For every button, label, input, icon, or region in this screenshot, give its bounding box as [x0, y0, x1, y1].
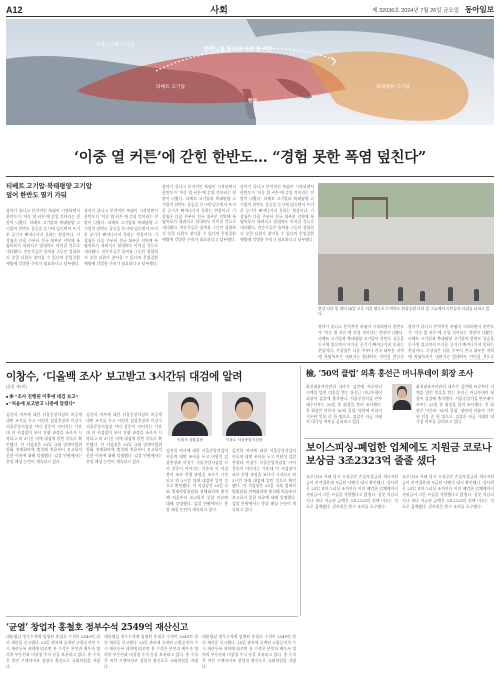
lead-body-col3: 장마가 끝나고 본격적인 폭염이 시작되면서 한반도가 ‘이중 열 커튼’에 갇힐 것이라는 전망이 나왔다. 티베트 고기압과 북태평양 고기압이 한반도 상공을 동시에 덮으면서 뜨거운 공기가 빠져나가지 못하는 현상이다. 기상청은 다음 주부터 전국 대부분 지역에 폭염특보가 내려지고 열대야도 이어질 것으로 내다봤다. 전문가들은 올여름 그동안 경험하지 못한 더위가 찾아올 수 있다며 온열질환 예방에 각별한 주의가 필요하다고 당부했다. — [162, 184, 236, 243]
section-rule — [6, 362, 494, 363]
story2-point-2: ■ “처음에 보고받고 나중에 알렸다” — [6, 401, 156, 408]
story3-body-col2: 화천대유자산관리 대주주 김만배 씨로부터 거액을 빌린 의혹을 받는 홍선근 머니투데이 회장이 검찰에 출석했다. 서울중앙지검 반부패수사부는 25일 홍 회장을 불러 조사했다. 홍 회장은 이른바 ‘50억 클럽’ 명단에 이름이 거론된 인물 중 한 명으로, 검찰은 자금 거래의 대가성 여부를 살펴보고 있다. — [416, 384, 494, 425]
pavilion-shape — [352, 197, 388, 219]
story3-rule — [304, 438, 494, 439]
map-label-title: 한반도를 둘러싼 이중 열 커튼 — [204, 47, 273, 53]
lead-body-col4: 장마가 끝나고 본격적인 폭염이 시작되면서 한반도가 ‘이중 열 커튼’에 갇힐 것이라는 전망이 나왔다. 티베트 고기압과 북태평양 고기압이 한반도 상공을 동시에 덮으면서 뜨거운 공기가 빠져나가지 못하는 현상이다. 기상청은 다음 주부터 전국 대부분 지역에 폭염특보가 내려지고 열대야도 이어질 것으로 내다봤다. 전문가들은 올여름 그동안 경험하지 못한 더위가 찾아올 수 있다며 온열질환 예방에 각별한 주의가 필요하다고 당부했다. — [240, 184, 314, 243]
story2-headline: 이창수, ‘디올백 조사’ 보고받고 3시간뒤 대검에 알려 — [6, 371, 243, 383]
story4-body-col2: 코로나19 사태 당시 소상공인 손실보상금과 재난지원금이 부적절하게 지급된 사례가 대거 확인됐다. 감사원은 25일 보이스피싱 조직이나 이미 폐업한 업체에까지 지원금이 나간 사실을 적발했다고 밝혔다. 잘못 지급되거나 과다 지급된 금액은 3조2323억 원에 이르는 것으로 집계됐다. 감사원은 환수 조치를 요구했다. — [402, 474, 494, 509]
story2-body-col1: 김건희 여사에 대한 서울중앙지검의 비공개 대면 조사를 두고 이원석 검찰총장과 이창수 서울중앙지검장 사이 갈등이 이어지는 가운데 이 지검장이 조사 진행 과정을 조사가 시작되고 약 3시간 뒤에 대검에 알린 것으로 확인됐다. 이 지검장은 25일 국회 법제사법위원회 전체회의에 출석해 처음부터 보고하지 못한 이유에 대해 설명했다. 검찰 안팎에서는 총장 패싱 논란이 계속되고 있다. — [6, 412, 82, 465]
lead-body-col1: 장마가 끝나고 본격적인 폭염이 시작되면서 한반도가 ‘이중 열 커튼’에 갇힐 것이라는 전망이 나왔다. 티베트 고기압과 북태평양 고기압이 한반도 상공을 동시에 덮으면서 뜨거운 공기가 빠져나가지 못하는 현상이다. 기상청은 다음 주부터 전국 대부분 지역에 폭염특보가 내려지고 열대야도 이어질 것으로 내다봤다. 전문가들은 올여름 그동안 경험하지 못한 더위가 찾아올 수 있다며 온열질환 예방에 각별한 주의가 필요하다고 당부했다. — [6, 208, 80, 267]
section-name: 사회 — [210, 5, 228, 15]
portrait-label-1: 이원석 검찰총장 — [177, 438, 203, 442]
lead-subhead-line-2: 덮어 한반도 열기 가둬 — [6, 192, 67, 199]
story2-body-col3: 김건희 여사에 대한 서울중앙지검의 비공개 대면 조사를 두고 이원석 검찰총장과 이창수 서울중앙지검장 사이 갈등이 이어지는 가운데 이 지검장이 조사 진행 과정을 조사가 시작되고 약 3시간 뒤에 대검에 알린 것으로 확인됐다. 이 지검장은 25일 국회 법제사법위원회 전체회의에 출석해 처음부터 보고하지 못한 이유에 대해 설명했다. 검찰 안팎에서는 총장 패싱 논란이 계속되고 있다. — [166, 448, 228, 513]
lead-body-col6: 장마가 끝나고 본격적인 폭염이 시작되면서 한반도가 ‘이중 열 커튼’에 갇힐 것이라는 전망이 나왔다. 티베트 고기압과 북태평양 고기압이 한반도 상공을 동시에 덮으면서 뜨거운 공기가 빠져나가지 못하는 현상이다. 기상청은 다음 주부터 전국 대부분 지역에 폭염특보가 내려지고 열대야도 이어질 것으로 — [408, 324, 494, 359]
portrait-district-chief — [222, 392, 266, 436]
story2-body-col2: 김건희 여사에 대한 서울중앙지검의 비공개 대면 조사를 두고 이원석 검찰총장과 이창수 서울중앙지검장 사이 갈등이 이어지는 가운데 이 지검장이 조사 진행 과정을 조사가 시작되고 약 3시간 뒤에 대검에 알린 것으로 확인됐다. 이 지검장은 25일 국회 법제사법위원회 전체회의에 출석해 처음부터 보고하지 못한 이유에 대해 설명했다. 검찰 안팎에서는 총장 패싱 논란이 계속되고 있다. — [86, 412, 162, 465]
lead-body-col5: 장마가 끝나고 본격적인 폭염이 시작되면서 한반도가 ‘이중 열 커튼’에 갇힐 것이라는 전망이 나왔다. 티베트 고기압과 북태평양 고기압이 한반도 상공을 동시에 덮으면서 뜨거운 공기가 빠져나가지 못하는 현상이다. 기상청은 다음 주부터 전국 대부분 지역에 폭염특보가 내려지고 열대야도 이어질 것으로 — [318, 324, 404, 359]
map-label-korea: 한국 — [248, 99, 258, 104]
story2-body-col4: 김건희 여사에 대한 서울중앙지검의 비공개 대면 조사를 두고 이원석 검찰총장과 이창수 서울중앙지검장 사이 갈등이 이어지는 가운데 이 지검장이 조사 진행 과정을 조사가 시작되고 약 3시간 뒤에 대검에 알린 것으로 확인됐다. 이 지검장은 25일 국회 법제사법위원회 전체회의에 출석해 처음부터 보고하지 못한 이유에 대해 설명했다. 검찰 안팎에서는 총장 패싱 논란이 계속되고 있다. — [232, 448, 296, 513]
story5-body-col1: 대통령실 정무수석에 임명된 홍철호 수석이 2549억 원의 재산을 신고했다. 25일 관보에 공개된 고위공직자 수시 재산등록 내역에 따르면 홍 수석은 본인과 배우자 명의의 부동산과 비상장 주식 등을 보유하고 있다. 홍 수석은 치킨 프랜차이즈 창업자 출신으로 국회의원을 지냈다. — [6, 634, 100, 669]
main-headline: ‘이중 열 커튼’에 갇힌 한반도… “경험 못한 폭염 덮친다” — [74, 149, 426, 166]
portrait-label-2: 이창수 서울중앙지검장 — [225, 438, 263, 442]
lead-photo-caption: 한강 다리 밑 쉼터 25일 오후 서울 영등포구 여의도 한강공원 다리 밑 그늘에서 시민들이 더위를 피하고 있다. — [318, 307, 490, 316]
story4-body-col1: 코로나19 사태 당시 소상공인 손실보상금과 재난지원금이 부적절하게 지급된 사례가 대거 확인됐다. 감사원은 25일 보이스피싱 조직이나 이미 폐업한 업체에까지 지원금이 나간 사실을 적발했다고 밝혔다. 잘못 지급되거나 과다 지급된 금액은 3조2323억 원에 이르는 것으로 집계됐다. 감사원은 환수 조치를 요구했다. — [306, 474, 398, 509]
heat-dome-map — [6, 19, 494, 125]
portrait-prosecutor-general — [168, 392, 212, 436]
story5-rule — [6, 616, 298, 617]
map-label-okhotsk: 오호츠크해 고기압 — [96, 43, 135, 48]
story2-points — [6, 394, 156, 408]
page-number: A12 — [6, 4, 23, 15]
story4-headline: 보이스피싱-폐업한 업체에도 지원금 코로나 보상금 3조2323억 줄줄 샜다 — [306, 442, 492, 467]
map-label-tibet: 티베트 고기압 — [156, 85, 186, 90]
story3-headline: 檢, ‘50억 클럽’ 의혹 홍선근 머니투데이 회장 조사 — [306, 369, 473, 378]
issue-date: 제 32036호 2024년 7월 26일 금요일 — [372, 7, 460, 14]
story2-point-1: ■ 李 “조사 진행된 이후에 대검 보고” — [6, 394, 156, 401]
story5-body-col2: 대통령실 정무수석에 임명된 홍철호 수석이 2549억 원의 재산을 신고했다. 25일 관보에 공개된 고위공직자 수시 재산등록 내역에 따르면 홍 수석은 본인과 배우자 명의의 부동산과 비상장 주식 등을 보유하고 있다. 홍 수석은 치킨 프랜차이즈 창업자 출신으로 국회의원을 지냈다. — [104, 634, 198, 669]
story5-headline: ‘균열’ 창업자 홍철호 정부수석 2549억 재산신고 — [6, 623, 188, 633]
story3-headshot — [392, 384, 412, 410]
story3-body-col1: 화천대유자산관리 대주주 김만배 씨로부터 거액을 빌린 의혹을 받는 홍선근 머니투데이 회장이 검찰에 출석했다. 서울중앙지검 반부패수사부는 25일 홍 회장을 불러 조사했다. 홍 회장은 이른바 ‘50억 클럽’ 명단에 이름이 거론된 인물 중 한 명으로, 검찰은 자금 거래의 대가성 여부를 살펴보고 있다. — [306, 384, 382, 425]
story5-body-col3: 대통령실 정무수석에 임명된 홍철호 수석이 2549억 원의 재산을 신고했다. 25일 관보에 공개된 고위공직자 수시 재산등록 내역에 따르면 홍 수석은 본인과 배우자 명의의 부동산과 비상장 주식 등을 보유하고 있다. 홍 수석은 치킨 프랜차이즈 창업자 출신으로 국회의원을 지냈다. — [202, 634, 296, 669]
lead-body-col2: 장마가 끝나고 본격적인 폭염이 시작되면서 한반도가 ‘이중 열 커튼’에 갇힐 것이라는 전망이 나왔다. 티베트 고기압과 북태평양 고기압이 한반도 상공을 동시에 덮으면서 뜨거운 공기가 빠져나가지 못하는 현상이다. 기상청은 다음 주부터 전국 대부분 지역에 폭염특보가 내려지고 열대야도 이어질 것으로 내다봤다. 전문가들은 올여름 그동안 경험하지 못한 더위가 찾아올 수 있다며 온열질환 예방에 각별한 주의가 필요하다고 당부했다. — [84, 208, 158, 267]
lead-subhead-line-1: 티베트 고기압·북태평양 고기압 — [6, 183, 92, 190]
paper-name: 동아일보 — [465, 5, 494, 14]
story2-byline: (종합 제1면) — [6, 384, 27, 389]
column-divider — [300, 366, 301, 616]
lead-photo — [318, 183, 494, 305]
map-label-pacific: 북태평양 고기압 — [376, 85, 410, 90]
lead-subhead — [6, 182, 162, 200]
headline-rule — [6, 176, 494, 177]
map-graphic — [6, 19, 494, 125]
masthead — [6, 3, 494, 17]
